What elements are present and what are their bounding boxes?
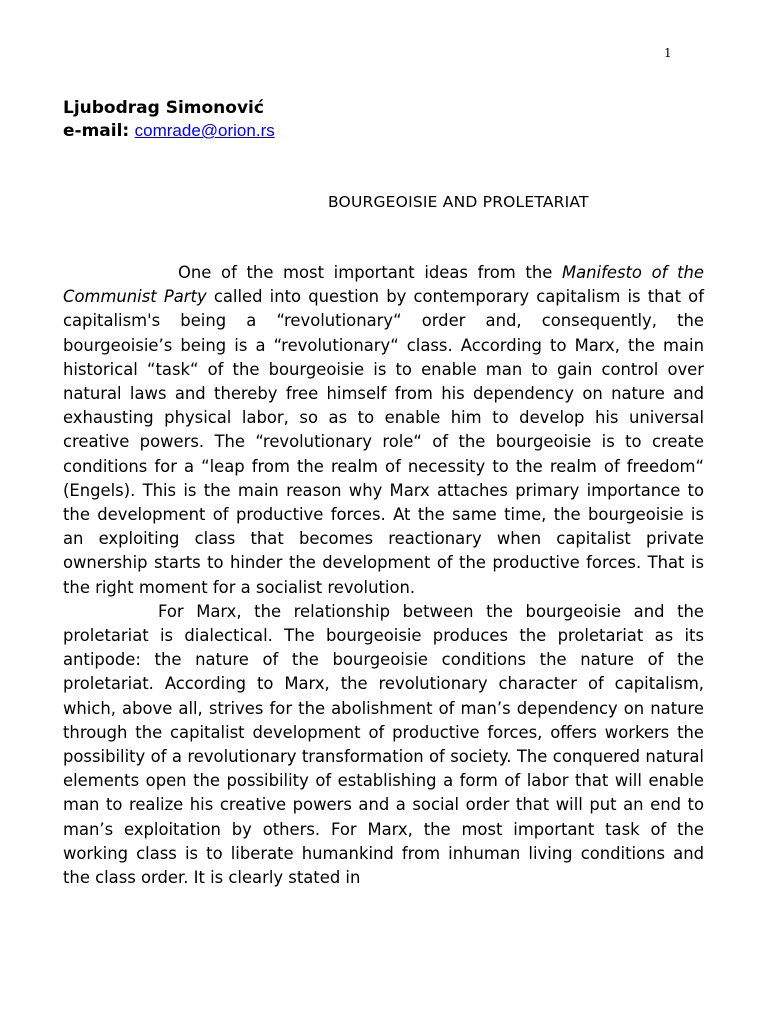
paragraph-1-rest: called into question by contemporary capitalism is that of capitalism's being a “revolutionary“ order and, consequently, the bourgeoisie’s being is a “revolutionary“ class. According to Marx, the main historical “task“ of the bourgeoisie is to enable man to gain control over natural laws and thereby free himself from his dependency on nature and exhausting physical labor, so as to enable him to develop his universal creative powers. The “revolutionary role“ of the bourgeoisie is to create conditions for a “leap from the realm of necessity to the realm of freedom“ (Engels). This is the main reason why Marx attaches primary importance to the development of productive forces. At the same time, the bourgeoisie is an exploiting class that becomes reactionary when capitalist private ownership starts to hinder the development of the productive forces. That is the right moment for a socialist revolution. bbox=[63, 287, 704, 597]
email-label: e-mail: bbox=[63, 121, 130, 141]
paragraph-2: For Marx, the relationship between the bourgeoisie and the proletariat is dialectical. The bourgeoisie produces the proletariat as its antipode: the nature of the bourgeoisie conditions the nature of the proletariat. According to Marx, the revolutionary character of capitalism, which, above all, strives for the abolishment of man’s dependency on nature through the capitalist development of productive forces, offers workers the possibility of a revolutionary transformation of society. The conquered natural elements open the possibility of establishing a form of labor that will enable man to realize his creative powers and a social order that will put an end to man’s exploitation by others. For Marx, the most important task of the working class is to liberate humankind from inhuman living conditions and the class order. It is clearly stated in bbox=[63, 601, 704, 888]
email-link[interactable]: comrade@orion.rs bbox=[134, 121, 275, 140]
paragraph-1-lead: One of the most important ideas from the bbox=[178, 263, 562, 282]
body-text bbox=[63, 261, 704, 890]
page-number: 1 bbox=[664, 46, 672, 60]
paragraph-1 bbox=[63, 261, 704, 600]
author-name: Ljubodrag Simonović bbox=[63, 98, 264, 118]
document-title: BOURGEOISIE AND PROLETARIAT bbox=[328, 193, 589, 211]
email-line bbox=[63, 119, 275, 143]
manifesto-title: Manifesto of the Communist Party bbox=[63, 263, 704, 307]
